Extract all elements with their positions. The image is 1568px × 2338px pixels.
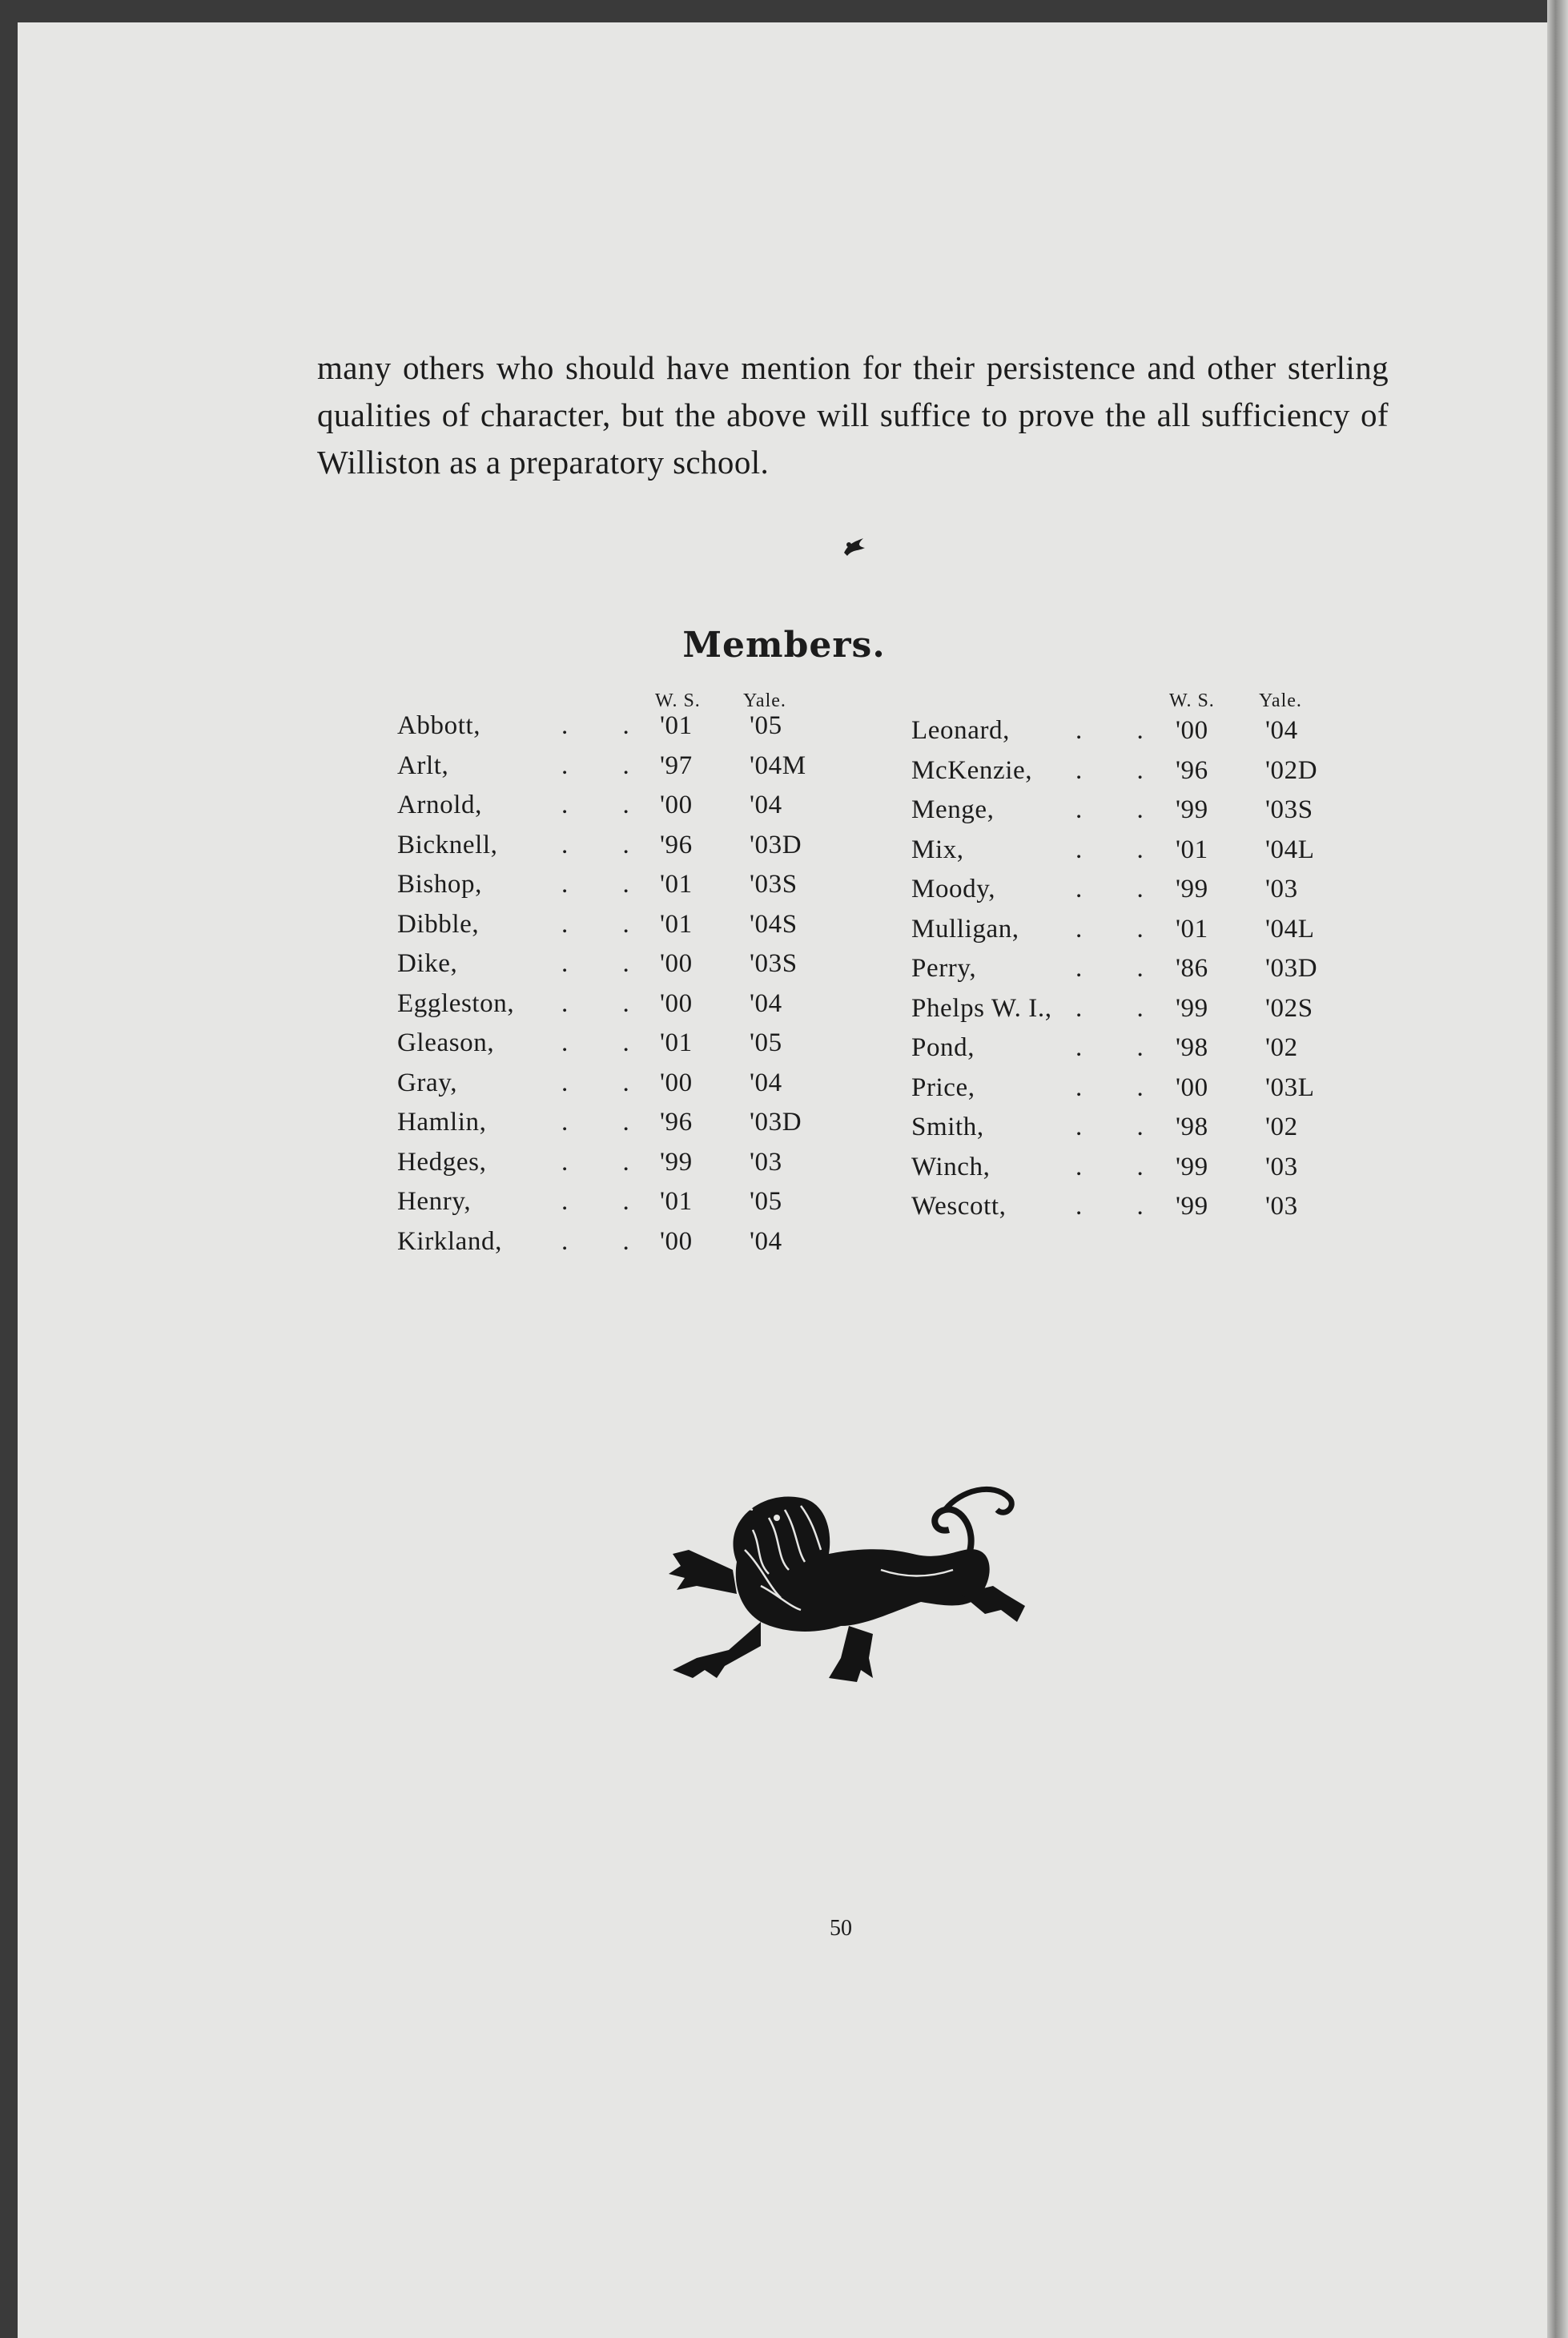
member-ws-year: '01 (1176, 914, 1208, 944)
member-row (911, 1192, 1424, 1232)
member-name: Moody, (911, 875, 996, 903)
leader-dots: . . (1075, 993, 1168, 1023)
member-name: Gray, (397, 1068, 458, 1097)
member-yale-class: '02D (1265, 755, 1318, 785)
member-yale-class: '04 (1265, 716, 1298, 745)
member-row (911, 795, 1424, 835)
leader-dots: . . (561, 909, 653, 939)
member-name: Leonard, (911, 716, 1010, 745)
member-row (397, 949, 910, 989)
member-name: Hedges, (397, 1147, 487, 1177)
member-ws-year: '96 (660, 830, 693, 859)
member-yale-class: '04L (1265, 914, 1315, 944)
member-ws-year: '99 (1176, 875, 1208, 903)
member-name: Dike, (397, 949, 458, 978)
member-yale-class: '02 (1265, 1113, 1298, 1141)
member-row (911, 835, 1424, 875)
intro-text: many others who should have mention for their persistence and other sterling qualities of character, but the above will suffice to prove the all sufficiency of Williston as a preparatory school. (317, 349, 1389, 481)
member-name: Dibble, (397, 909, 480, 939)
member-name: Perry, (911, 954, 977, 983)
member-row (397, 711, 910, 751)
member-row (397, 831, 910, 871)
leader-dots: . . (561, 1028, 653, 1057)
member-name: Mulligan, (911, 914, 1019, 944)
member-row (911, 994, 1424, 1034)
member-yale-class: '04M (750, 750, 806, 780)
member-row (397, 1227, 910, 1267)
member-ws-year: '01 (660, 1028, 693, 1057)
member-ws-year: '00 (660, 949, 693, 978)
member-yale-class: '04 (750, 988, 782, 1018)
member-row (911, 1153, 1424, 1193)
member-ws-year: '00 (660, 1068, 693, 1097)
member-name: McKenzie, (911, 755, 1033, 785)
member-name: Mix, (911, 835, 964, 864)
leader-dots: . . (1075, 875, 1168, 903)
leader-dots: . . (561, 870, 653, 899)
member-row (397, 1148, 910, 1188)
member-ws-year: '00 (660, 1226, 693, 1256)
member-yale-class: '02 (1265, 1033, 1298, 1062)
member-name: Menge, (911, 795, 995, 824)
member-yale-class: '03D (750, 1108, 802, 1137)
member-ws-year: '99 (1176, 1152, 1208, 1181)
member-yale-class: '04 (750, 791, 782, 819)
member-row (911, 1033, 1424, 1073)
member-name: Price, (911, 1072, 975, 1102)
member-name: Bishop, (397, 870, 482, 899)
member-ws-year: '00 (660, 791, 693, 819)
member-yale-class: '04L (1265, 835, 1315, 864)
member-row (911, 1073, 1424, 1113)
member-yale-class: '03 (750, 1147, 782, 1177)
member-row (911, 875, 1424, 915)
member-ws-year: '96 (1176, 755, 1208, 785)
member-yale-class: '03S (750, 870, 798, 899)
member-name: Gleason, (397, 1028, 495, 1057)
member-yale-class: '02S (1265, 993, 1313, 1023)
member-yale-class: '03D (1265, 954, 1318, 983)
member-row (911, 954, 1424, 994)
leader-dots: . . (1075, 835, 1168, 864)
member-yale-class: '05 (750, 711, 782, 740)
member-row (397, 1028, 910, 1068)
leader-dots: . . (1075, 1033, 1168, 1062)
member-ws-year: '01 (660, 870, 693, 899)
member-name: Eggleston, (397, 988, 515, 1018)
member-yale-class: '05 (750, 1028, 782, 1057)
member-yale-class: '03 (1265, 875, 1298, 903)
member-ws-year: '00 (1176, 1072, 1208, 1102)
member-ws-year: '99 (1176, 1192, 1208, 1221)
member-ws-year: '86 (1176, 954, 1208, 983)
member-ws-year: '01 (660, 711, 693, 740)
member-name: Phelps W. I., (911, 993, 1052, 1023)
leader-dots: . . (1075, 755, 1168, 785)
leader-dots: . . (561, 1226, 653, 1256)
member-name: Abbott, (397, 711, 481, 740)
right-ws-header: W. S. (1169, 690, 1215, 711)
member-row (397, 751, 910, 791)
leader-dots: . . (561, 830, 653, 859)
member-yale-class: '03 (1265, 1152, 1298, 1181)
leader-dots: . . (1075, 716, 1168, 745)
member-yale-class: '03S (750, 949, 798, 978)
member-ws-year: '00 (1176, 716, 1208, 745)
member-name: Hamlin, (397, 1108, 487, 1137)
leader-dots: . . (1075, 1113, 1168, 1141)
member-name: Winch, (911, 1152, 991, 1181)
member-yale-class: '03 (1265, 1192, 1298, 1221)
member-name: Wescott, (911, 1192, 1007, 1221)
member-row (397, 910, 910, 950)
member-ws-year: '01 (660, 909, 693, 939)
leader-dots: . . (561, 791, 653, 819)
leader-dots: . . (561, 1147, 653, 1177)
leader-dots: . . (561, 1187, 653, 1216)
member-row (911, 915, 1424, 955)
member-row (911, 756, 1424, 796)
intro-paragraph (317, 344, 1389, 486)
leader-dots: . . (1075, 1152, 1168, 1181)
leader-dots: . . (561, 1068, 653, 1097)
left-ws-header: W. S. (655, 690, 701, 711)
member-yale-class: '03S (1265, 795, 1313, 824)
member-name: Kirkland, (397, 1226, 502, 1256)
member-yale-class: '04 (750, 1068, 782, 1097)
member-yale-class: '03L (1265, 1072, 1315, 1102)
member-yale-class: '04 (750, 1226, 782, 1256)
leader-dots: . . (1075, 914, 1168, 944)
members-heading: Members. (682, 625, 886, 666)
leader-dots: . . (1075, 795, 1168, 824)
member-row (397, 989, 910, 1029)
member-ws-year: '96 (660, 1108, 693, 1137)
member-row (397, 1068, 910, 1109)
member-row (397, 1187, 910, 1227)
member-row (911, 716, 1424, 756)
leader-dots: . . (561, 988, 653, 1018)
member-name: Arlt, (397, 750, 449, 780)
member-yale-class: '03D (750, 830, 802, 859)
leader-dots: . . (561, 750, 653, 780)
leader-dots: . . (1075, 954, 1168, 983)
member-ws-year: '01 (1176, 835, 1208, 864)
member-row (397, 870, 910, 910)
member-ws-year: '98 (1176, 1113, 1208, 1141)
member-name: Henry, (397, 1187, 472, 1216)
member-row (397, 791, 910, 831)
right-yale-header: Yale. (1259, 690, 1302, 711)
fleuron-icon (841, 535, 868, 559)
page-edge (1547, 0, 1568, 2338)
leader-dots: . . (561, 949, 653, 978)
leader-dots: . . (1075, 1192, 1168, 1221)
member-yale-class: '04S (750, 909, 798, 939)
member-yale-class: '05 (750, 1187, 782, 1216)
leader-dots: . . (1075, 1072, 1168, 1102)
leader-dots: . . (561, 711, 653, 740)
member-name: Bicknell, (397, 830, 498, 859)
member-name: Arnold, (397, 791, 482, 819)
member-name: Pond, (911, 1033, 975, 1062)
left-yale-header: Yale. (743, 690, 786, 711)
member-row (911, 1113, 1424, 1153)
member-ws-year: '97 (660, 750, 693, 780)
member-row (397, 1108, 910, 1148)
heraldic-lion-icon (641, 1474, 1041, 1690)
member-ws-year: '99 (660, 1147, 693, 1177)
page-number: 50 (830, 1916, 852, 1941)
member-ws-year: '99 (1176, 993, 1208, 1023)
member-ws-year: '99 (1176, 795, 1208, 824)
member-name: Smith, (911, 1113, 984, 1141)
leader-dots: . . (561, 1108, 653, 1137)
member-ws-year: '00 (660, 988, 693, 1018)
member-ws-year: '01 (660, 1187, 693, 1216)
member-ws-year: '98 (1176, 1033, 1208, 1062)
